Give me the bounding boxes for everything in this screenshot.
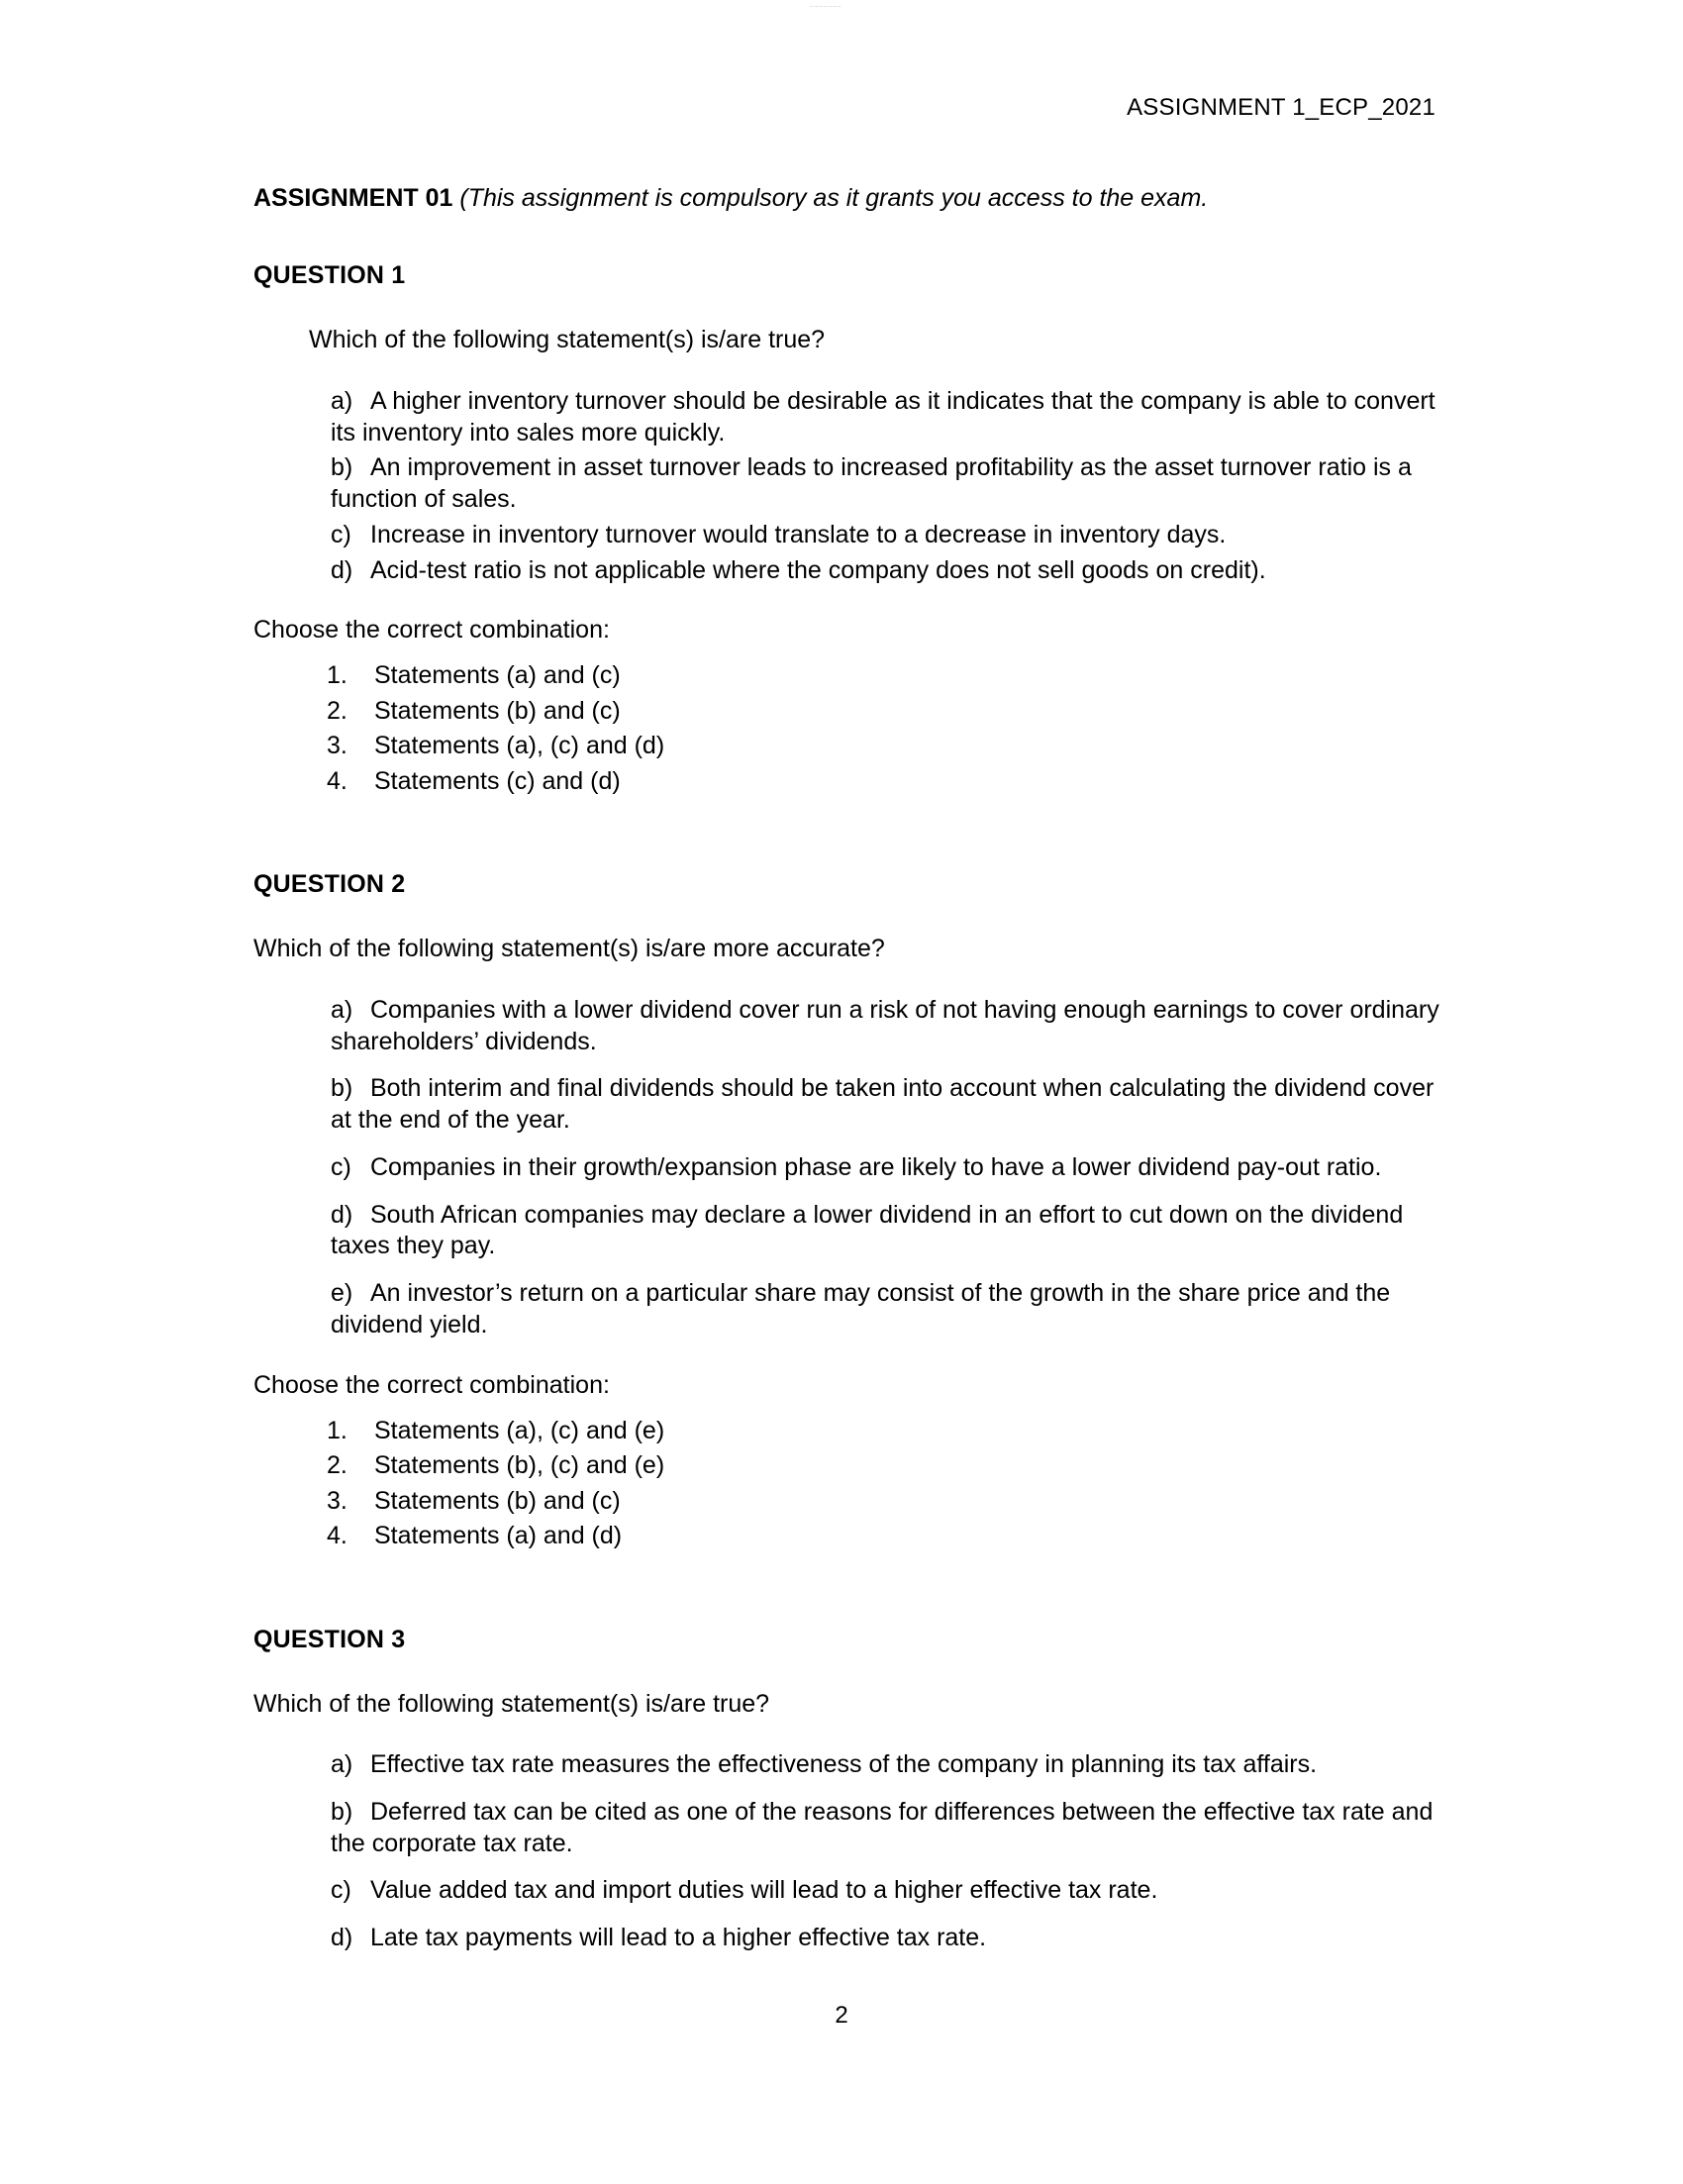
combination-number: 4. bbox=[327, 1522, 347, 1549]
statement-item bbox=[331, 555, 1459, 587]
statement-text: Deferred tax can be cited as one of the reasons for differences between the effective tax rate and the corporate tax rate. bbox=[331, 1797, 1434, 1857]
combination-text: Statements (c) and (d) bbox=[374, 766, 621, 795]
question-1-choose-label: Choose the correct combination: bbox=[253, 616, 610, 645]
combination-text: Statements (a) and (c) bbox=[374, 661, 621, 690]
statement-text: Companies in their growth/expansion phase are likely to have a lower dividend pay-out ratio. bbox=[370, 1152, 1382, 1181]
statement-marker: d) bbox=[331, 1200, 353, 1229]
statement-marker: d) bbox=[331, 555, 353, 584]
statement-text: Late tax payments will lead to a higher effective tax rate. bbox=[370, 1924, 987, 1951]
statement-item bbox=[331, 1073, 1449, 1137]
statement-marker: d) bbox=[331, 1924, 353, 1951]
combination-item bbox=[327, 764, 1451, 800]
statement-item bbox=[331, 1797, 1459, 1860]
statement-text: South African companies may declare a lower dividend in an effort to cut down on the dividend taxes they pay. bbox=[331, 1200, 1404, 1260]
combination-number: 1. bbox=[327, 661, 347, 690]
question-3-heading: QUESTION 3 bbox=[253, 1625, 406, 1653]
question-2-choose-label: Choose the correct combination: bbox=[253, 1370, 610, 1399]
question-1-intro: Which of the following statement(s) is/are true? bbox=[309, 326, 826, 354]
combination-number: 4. bbox=[327, 766, 347, 795]
statement-item bbox=[331, 452, 1459, 516]
combination-item bbox=[327, 729, 1451, 764]
question-2-combinations bbox=[327, 1414, 1451, 1554]
section-spacer bbox=[253, 1554, 1451, 1626]
section-spacer bbox=[253, 799, 1451, 870]
statement-marker: b) bbox=[331, 453, 353, 482]
combination-text: Statements (b) and (c) bbox=[374, 1486, 621, 1515]
statement-text: Effective tax rate measures the effectiveness of the company in planning its tax affairs. bbox=[370, 1750, 1318, 1778]
combination-number: 3. bbox=[327, 1486, 347, 1515]
assignment-title-bold: ASSIGNMENT 01 bbox=[253, 184, 460, 212]
statement-marker: a) bbox=[331, 386, 353, 415]
question-2-statements bbox=[331, 995, 1449, 1341]
statement-item bbox=[331, 1875, 1459, 1907]
combination-item bbox=[327, 1484, 1451, 1520]
statement-item bbox=[331, 1278, 1449, 1341]
statement-item bbox=[331, 1923, 1459, 1954]
combination-text: Statements (a), (c) and (d) bbox=[374, 732, 665, 760]
combination-text: Statements (a), (c) and (e) bbox=[374, 1416, 665, 1444]
question-1-statements bbox=[331, 386, 1459, 587]
statement-text: Value added tax and import duties will lead to a higher effective tax rate. bbox=[370, 1876, 1158, 1905]
combination-item bbox=[327, 1519, 1451, 1554]
question-2-heading: QUESTION 2 bbox=[253, 870, 406, 899]
statement-item bbox=[331, 1152, 1449, 1184]
question-3-statements bbox=[331, 1749, 1459, 1954]
statement-text: An improvement in asset turnover leads to increased profitability as the asset turnover ratio is a function of sales. bbox=[331, 453, 1412, 513]
combination-text: Statements (a) and (d) bbox=[374, 1522, 623, 1549]
combination-number: 2. bbox=[327, 696, 347, 725]
statement-text: Increase in inventory turnover would translate to a decrease in inventory days. bbox=[370, 520, 1227, 548]
statement-marker: b) bbox=[331, 1074, 353, 1103]
combination-number: 3. bbox=[327, 732, 347, 760]
statement-text: A higher inventory turnover should be desirable as it indicates that the company is able to convert its inventory into sales more quickly. bbox=[331, 386, 1436, 447]
statement-text: Both interim and final dividends should be taken into account when calculating the dividend cover at the end of the year. bbox=[331, 1074, 1435, 1134]
statement-text: Acid-test ratio is not applicable where the company does not sell goods on credit). bbox=[370, 555, 1266, 584]
assignment-title bbox=[253, 183, 1451, 214]
statement-item bbox=[331, 386, 1459, 449]
statement-marker: a) bbox=[331, 1750, 353, 1778]
statement-text: An investor’s return on a particular share may consist of the growth in the share price and the dividend yield. bbox=[331, 1279, 1391, 1339]
combination-item bbox=[327, 1448, 1451, 1484]
statement-marker: e) bbox=[331, 1279, 353, 1307]
page-number: 2 bbox=[835, 2002, 848, 2029]
question-3-intro: Which of the following statement(s) is/are true? bbox=[253, 1689, 770, 1718]
combination-item bbox=[327, 694, 1451, 730]
statement-marker: c) bbox=[331, 520, 351, 548]
statement-text: Companies with a lower dividend cover run a risk of not having enough earnings to cover ordinary shareholders’ dividends. bbox=[331, 995, 1439, 1055]
statement-item bbox=[331, 520, 1459, 551]
statement-item bbox=[331, 1749, 1459, 1781]
combination-number: 1. bbox=[327, 1416, 347, 1444]
combination-item bbox=[327, 658, 1451, 694]
combination-text: Statements (b) and (c) bbox=[374, 696, 621, 725]
statement-marker: c) bbox=[331, 1876, 351, 1905]
statement-item bbox=[331, 995, 1449, 1058]
combination-text: Statements (b), (c) and (e) bbox=[374, 1451, 665, 1479]
assignment-title-italic: (This assignment is compulsory as it grants you access to the exam. bbox=[459, 184, 1209, 212]
question-1-combinations bbox=[327, 658, 1451, 799]
statement-marker: a) bbox=[331, 995, 353, 1024]
combination-item bbox=[327, 1414, 1451, 1449]
statement-marker: b) bbox=[331, 1797, 353, 1826]
question-2-intro: Which of the following statement(s) is/are more accurate? bbox=[253, 935, 885, 963]
question-1-heading: QUESTION 1 bbox=[253, 261, 406, 290]
statement-marker: c) bbox=[331, 1152, 351, 1181]
document-body bbox=[253, 183, 1451, 1970]
combination-number: 2. bbox=[327, 1451, 347, 1479]
running-header: ASSIGNMENT 1_ECP_2021 bbox=[1127, 94, 1436, 121]
scan-artifact: ~~~~~~~ bbox=[810, 4, 842, 11]
statement-item bbox=[331, 1200, 1449, 1263]
